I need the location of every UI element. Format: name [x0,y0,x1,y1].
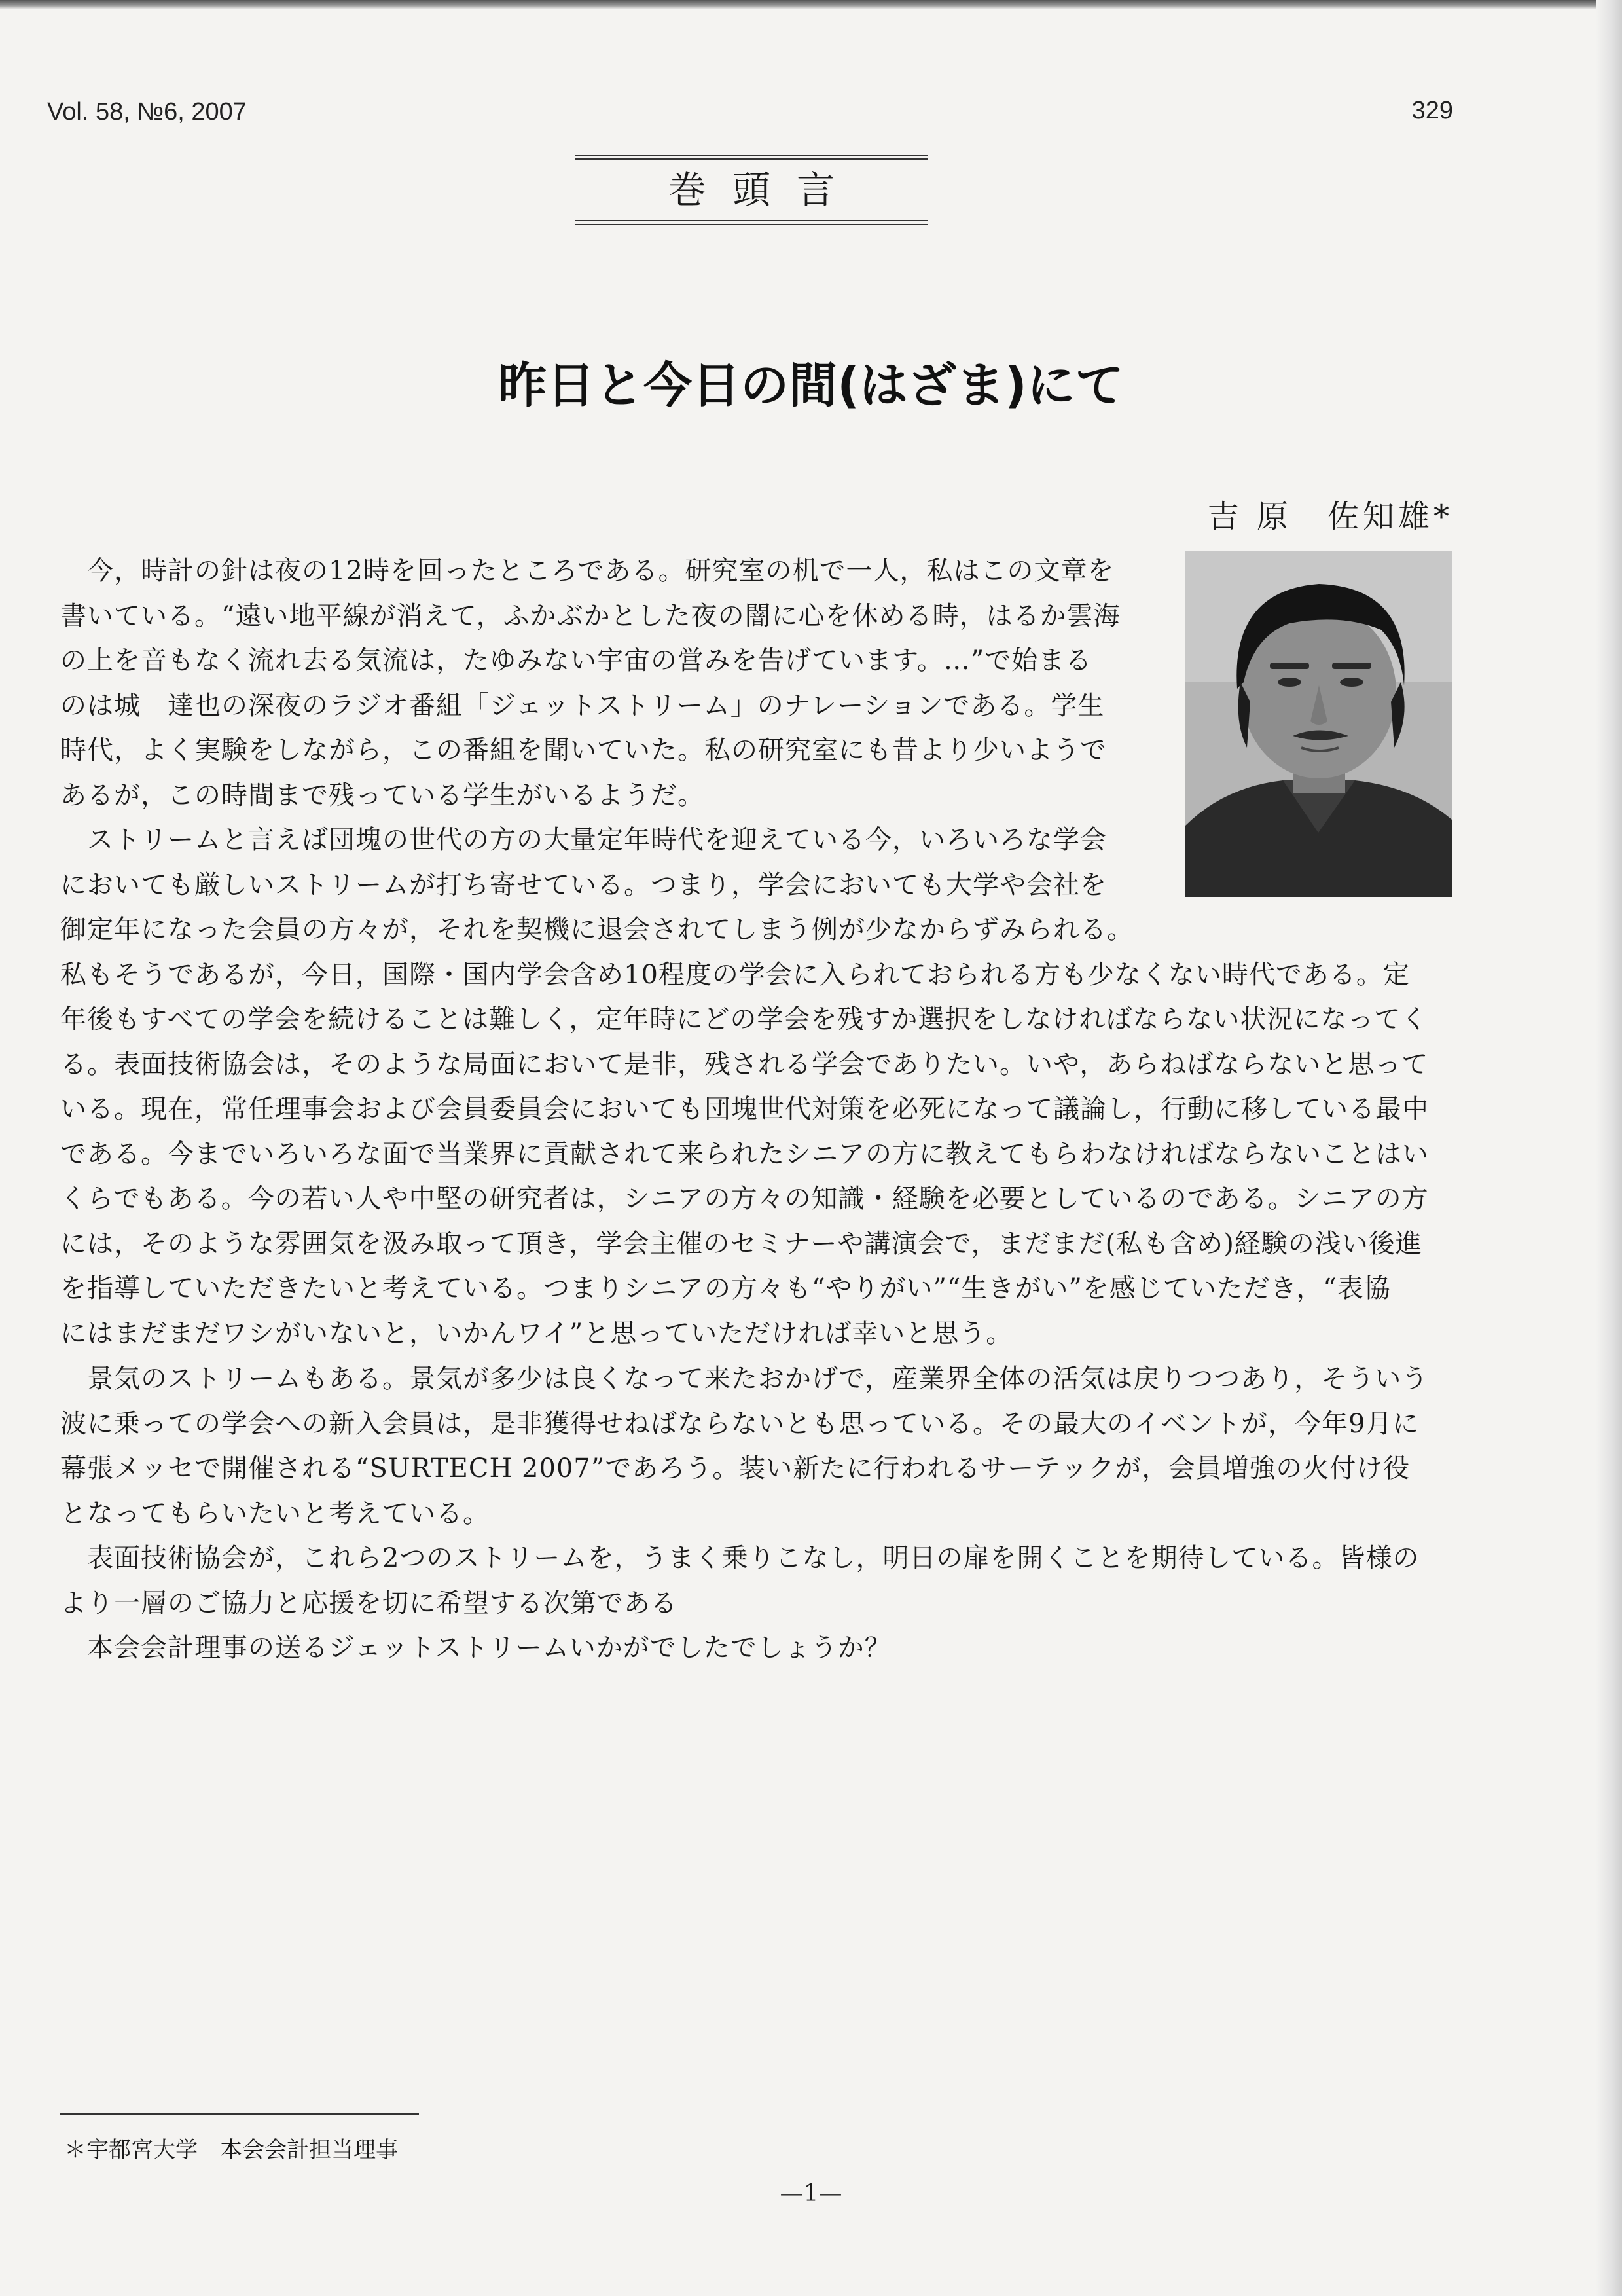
paragraph-3 [60,1357,1428,1536]
text-line: いる。現在，常任理事会および会員委員会においても団塊世代対策を必死になって議論し，行動に移している最中 [60,1094,1429,1124]
folio: —1— [780,2180,842,2207]
text-line: 本会会計理事の送るジェットストリームいかがでしたでしょうか？ [60,1633,892,1663]
page-number: 329 [1411,97,1453,124]
text-line: 御定年になった会員の方々が，それを契機に退会されてしまう例が少なからずみられる。 [60,915,1134,945]
article-title: 昨日と今日の間(はざま)にて [498,357,1124,414]
text-line: ストリームと言えば団塊の世代の方の大量定年時代を迎えている今，いろいろな学会 [60,825,1107,855]
footnote-divider [60,2113,419,2115]
text-line: くらでもある。今の若い人や中堅の研究者は，シニアの方々の知識・経験を必要としているのである。シニアの方 [60,1184,1429,1214]
double-rule-bottom-inner [575,220,928,221]
text-line: 書いている。“遠い地平線が消えて，ふかぶかとした夜の闇に心を休める時，はるか雲海 [60,600,1121,631]
section-label-text: 巻頭言 [668,168,861,212]
scan-edge [0,0,1622,9]
text-line: となってもらいたいと考えている。 [60,1498,490,1529]
double-rule-bottom [575,224,928,225]
text-line: の上を音もなく流れ去る気流は，たゆみない宇宙の営みを告げています。…”で始まる [60,646,1092,676]
text-line: 幕張メッセで開催される“SURTECH 2007”であろう。装い新たに行われるサーテックが，会員増強の火付け役 [60,1453,1411,1484]
text-line: 波に乗っての学会への新入会員は，是非獲得せねばならないとも思っている。その最大のイベントが，今年9月に [60,1408,1420,1439]
section-label [575,155,928,225]
text-line: を指導していただきたいと考えている。つまりシニアの方々も“やりがい”“生きがい”を感じていただき，“表協 [60,1273,1391,1303]
text-line: 年後もすべての学会を続けることは難しく，定年時にどの学会を残すか選択をしなければならない状況になってく [60,1004,1428,1034]
text-line: る。表面技術協会は，そのような局面において是非，残される学会でありたい。いや，あらねばならないと思って [60,1049,1429,1080]
text-line: にはまだまだワシがいないと，いかんワイ”と思っていただければ幸いと思う。 [60,1318,1013,1349]
text-line: 景気のストリームもある。景気が多少は良くなって来たおかげで，産業界全体の活気は戻りつつあり，そういう [60,1364,1429,1394]
paragraph-4 [60,1536,1419,1671]
text-line: あるが，この時間まで残っている学生がいるようだ。 [60,780,704,811]
text-line: 表面技術協会が，これら2つのストリームを，うまく乗りこなし，明日の扉を開くことを期待している。皆様の [60,1543,1420,1573]
double-rule-top-inner [575,158,928,160]
scan-edge-right [1596,0,1622,2296]
double-rule-top [575,155,928,156]
paragraph-2 [60,818,1429,1356]
text-line: 今，時計の針は夜の12時を回ったところである。研究室の机で一人，私はこの文章を [60,556,1115,586]
text-line: である。今までいろいろな面で当業界に貢献されて来られたシニアの方に教えてもらわなければならないことはい [60,1139,1429,1169]
text-line: 私もそうであるが，今日，国際・国内学会含め10程度の学会に入られておられる方も少なくない時代である。定 [60,959,1410,990]
footnote: ＊宇都宮大学 本会会計担当理事 [64,2137,398,2163]
paragraph-1 [60,549,1121,818]
text-line: には，そのような雰囲気を汲み取って頂き，学会主催のセミナーや講演会で，まだまだ(私も含め)経験の浅い後進 [60,1228,1422,1259]
text-line: のは城 達也の深夜のラジオ番組「ジェットストリーム」のナレーションである。学生 [60,690,1105,721]
author-name: 吉 原 佐知雄* [1207,498,1453,535]
text-line: 時代，よく実験をしながら，この番組を聞いていた。私の研究室にも昔より少いようで [60,735,1107,765]
text-line: より一層のご協力と応援を切に希望する次第である [60,1588,677,1618]
text-line: においても厳しいストリームが打ち寄せている。つまり，学会においても大学や会社を [60,869,1107,900]
journal-volume: Vol. 58, №6, 2007 [47,98,247,126]
